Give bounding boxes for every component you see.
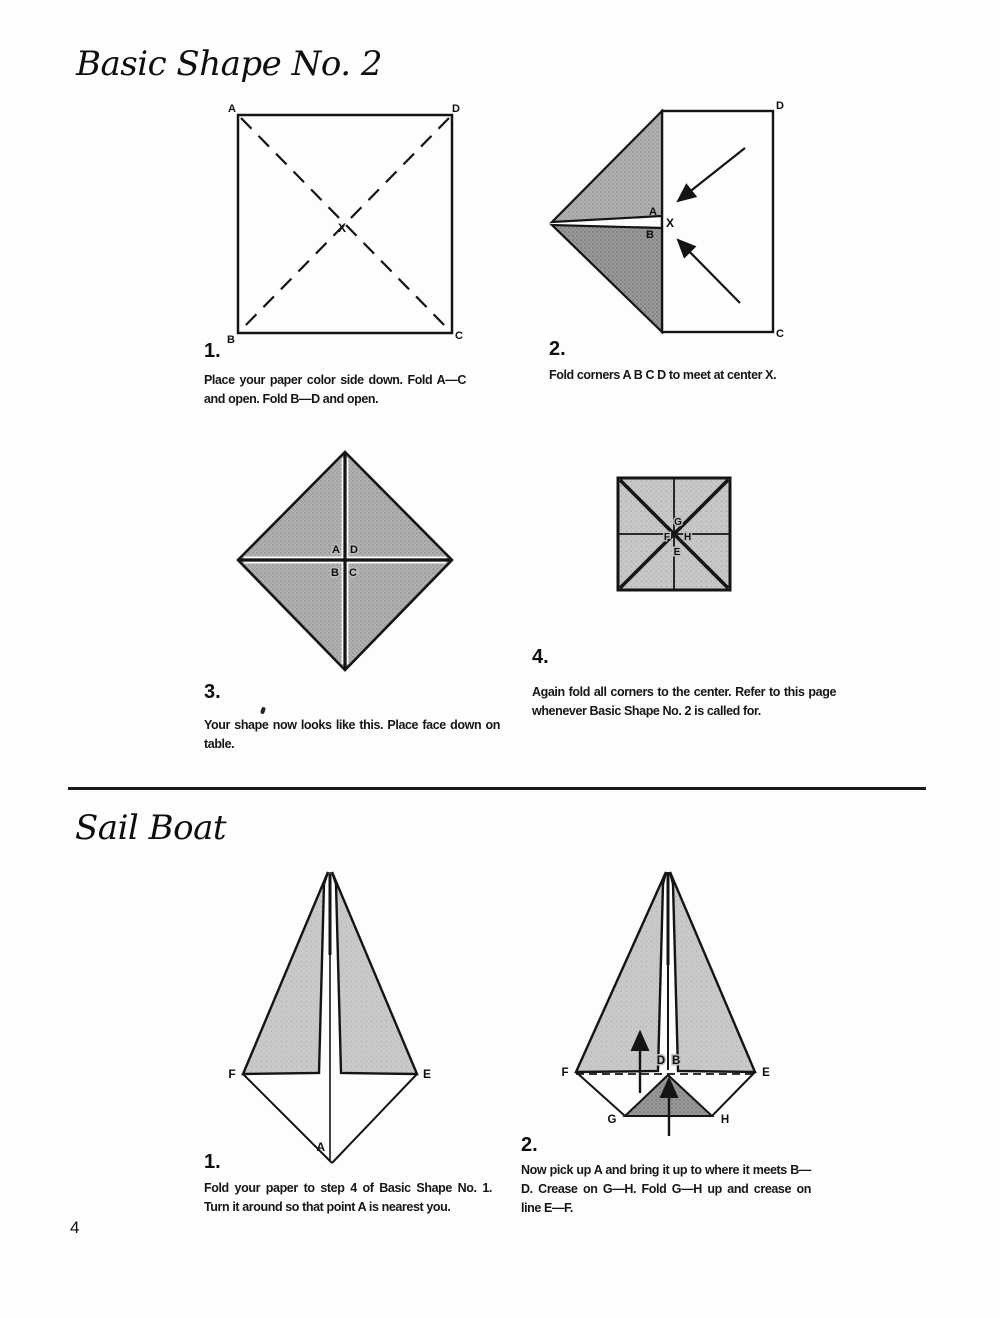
flap-label-A: A: [649, 206, 657, 218]
paper-body: [662, 111, 773, 332]
step-text: Again fold all corners to the center. Refer to this page whenever Basic Shape No. 2 is called for.: [532, 685, 836, 718]
step-number: 1.: [204, 1151, 221, 1173]
folded-flap-B: [552, 225, 662, 332]
left-sail: [576, 872, 666, 1072]
step-text: Your shape now looks like this. Place face down on table.: [204, 718, 500, 751]
corner-label-A: A: [228, 103, 236, 115]
step-text: Fold corners A B C D to meet at center X.: [549, 368, 777, 382]
corner-label-C: C: [455, 330, 463, 342]
step-text: Place your paper color side down. Fold A—C and open. Fold B—D and open.: [204, 373, 466, 406]
flap-label-A: A: [332, 544, 340, 556]
point-label-A: A: [316, 1140, 325, 1154]
flap-label-H: H: [684, 532, 692, 543]
step-number: 4.: [532, 646, 549, 668]
point-label-G: G: [607, 1114, 617, 1126]
diagram-basic-step4-small-square: [600, 460, 760, 610]
step-number: 2.: [549, 338, 566, 360]
folded-flap-A: [552, 111, 662, 222]
corner-label-D: D: [452, 103, 460, 115]
right-sail: [670, 872, 755, 1072]
diagram-basic-step3-diamond: [220, 440, 470, 690]
point-label-D: D: [656, 1055, 665, 1067]
left-sail: [243, 872, 328, 1074]
corner-label-C: C: [776, 328, 784, 340]
section-title-basic-shape: Basic Shape No. 2: [76, 44, 382, 84]
step-text: Now pick up A and bring it up to where it meets B—D. Crease on G—H. Fold G—H up and crease on line E—F.: [521, 1163, 811, 1215]
step-number: 3.: [204, 681, 221, 703]
point-label-F: F: [561, 1067, 569, 1079]
diagram-sailboat-step1-kite: [215, 860, 435, 1170]
flap-label-F: F: [663, 532, 670, 543]
diagram-sailboat-step2-fold-up: [555, 855, 785, 1155]
corner-label-B: B: [227, 334, 235, 346]
center-label-X: X: [666, 216, 675, 230]
step-number: 2.: [521, 1134, 538, 1156]
right-sail: [332, 872, 417, 1074]
corner-label-D: D: [776, 100, 784, 112]
diagram-basic-step1-square: [200, 100, 480, 350]
point-label-F: F: [228, 1067, 236, 1081]
diagram-basic-step2-folding: [540, 95, 790, 345]
point-label-E: E: [762, 1067, 770, 1079]
section-title-sail-boat: Sail Boat: [75, 808, 227, 848]
lower-edge-right: [332, 1074, 417, 1163]
point-label-E: E: [422, 1067, 432, 1081]
section-divider: [68, 787, 926, 790]
flap-label-B: B: [331, 567, 339, 579]
center-label-X: X: [337, 221, 347, 235]
scan-artifact: [260, 707, 266, 715]
point-label-B: B: [672, 1055, 681, 1067]
flap-label-D: D: [350, 544, 358, 556]
flap-label-E: E: [673, 547, 681, 558]
point-label-H: H: [720, 1114, 730, 1126]
page-number: 4: [70, 1218, 80, 1237]
step-number: 1.: [204, 340, 221, 362]
flap-label-B: B: [646, 229, 654, 241]
step-text: Fold your paper to step 4 of Basic Shape No. 1. Turn it around so that point A is nearest you.: [204, 1181, 492, 1214]
flap-label-C: C: [349, 567, 357, 579]
flap-label-G: G: [674, 517, 682, 528]
